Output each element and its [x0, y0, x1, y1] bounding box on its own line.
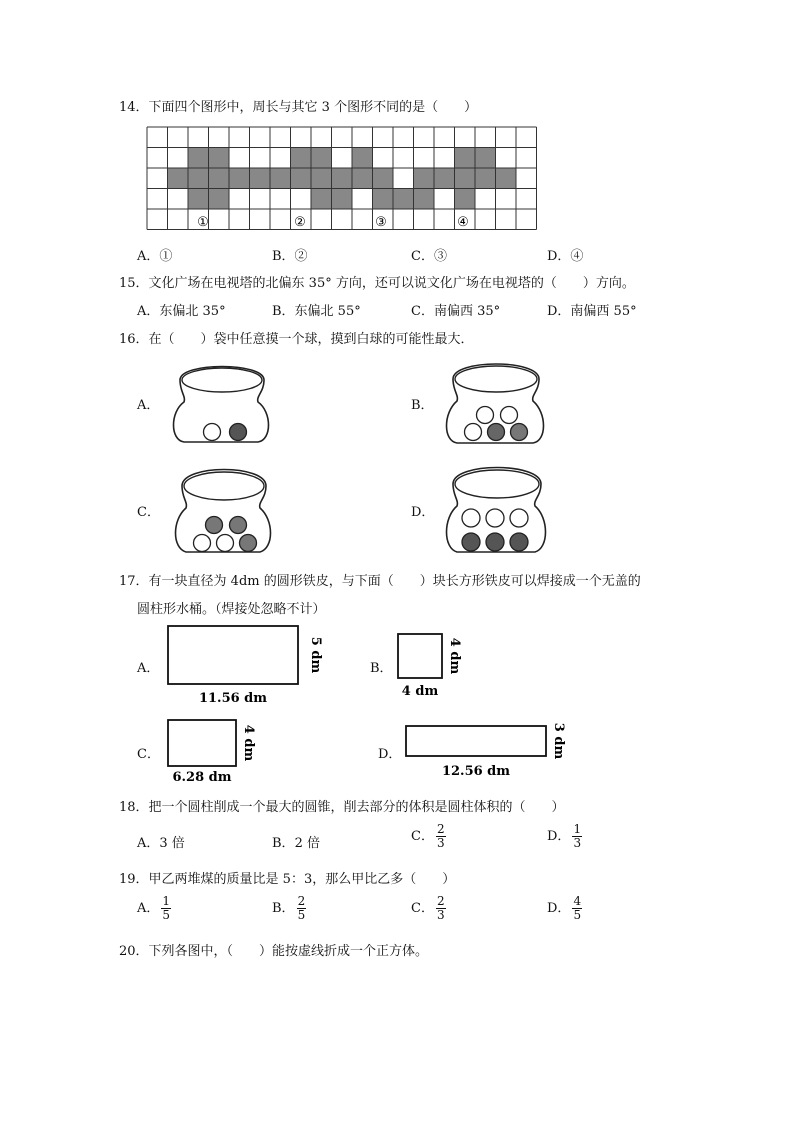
bag-b[interactable]: [437, 355, 553, 450]
numerator: 1: [162, 894, 171, 908]
shaded-cell: [496, 168, 517, 189]
shaded-cell: [250, 168, 271, 189]
shaded-cell: [373, 168, 394, 189]
shaded-cell: [414, 168, 435, 189]
bag-a[interactable]: [166, 358, 276, 448]
rect-c-height: 4 dm: [241, 724, 256, 762]
numerator: 1: [573, 822, 582, 836]
q15-option-d[interactable]: D．南偏西 55°: [547, 304, 637, 319]
q14-grid-figure: [145, 125, 537, 232]
rect-b-width: 4 dm: [401, 684, 439, 699]
dark-ball: [511, 424, 528, 441]
q19-option-b[interactable]: [272, 895, 306, 922]
q14-text: 14．下面四个图形中，周长与其它 3 个图形不同的是（ ）: [119, 100, 478, 115]
q18-option-d[interactable]: [547, 823, 582, 850]
numerator: 2: [297, 894, 306, 908]
dark-ball: [230, 517, 247, 534]
dark-ball: [510, 533, 528, 551]
q19-option-d-label: D．: [547, 901, 571, 916]
q18-option-c[interactable]: [411, 823, 446, 850]
shaded-cell: [393, 189, 414, 210]
q14-option-b[interactable]: B．②: [272, 249, 308, 264]
q17-line2: 圆柱形水桶。（焊接处忽略不计）: [137, 602, 326, 617]
q19-option-c[interactable]: [411, 895, 446, 922]
denominator: 3: [436, 908, 445, 922]
figure-label-4: ④: [457, 215, 469, 230]
q19-option-a[interactable]: [137, 895, 171, 922]
q14-option-a[interactable]: A．①: [137, 249, 173, 264]
q16-text: 16．在（ ）袋中任意摸一个球，摸到白球的可能性最大．: [119, 332, 474, 347]
fraction: [572, 895, 582, 922]
white-ball: [465, 424, 482, 441]
denominator: 5: [297, 908, 306, 922]
q17-line1: 17．有一块直径为 4dm 的圆形铁皮，与下面（ ）块长方形铁皮可以焊接成一个无盖的: [119, 574, 641, 589]
fraction: [161, 895, 171, 922]
fraction: [436, 823, 446, 850]
q15-option-b[interactable]: B．东偏北 55°: [272, 304, 361, 319]
shaded-cell: [352, 168, 373, 189]
denominator: 5: [573, 908, 582, 922]
fraction: [436, 895, 446, 922]
numerator: 4: [573, 894, 582, 908]
q19-text: 19．甲乙两堆煤的质量比是 5：3，那么甲比乙多（ ）: [119, 872, 456, 887]
q16-option-c-label[interactable]: C．: [137, 505, 160, 520]
figure-label-3: ③: [375, 215, 387, 230]
shaded-cell: [291, 148, 312, 169]
shaded-cell: [311, 168, 332, 189]
shaded-cell: [188, 148, 209, 169]
shaded-cell: [414, 189, 435, 210]
white-ball: [510, 509, 528, 527]
white-ball: [486, 509, 504, 527]
q18-option-b-text: 2 倍: [294, 836, 320, 851]
shaded-cell: [332, 189, 353, 210]
white-ball: [217, 535, 234, 552]
white-ball: [194, 535, 211, 552]
rect-b[interactable]: [390, 630, 470, 702]
white-ball: [462, 509, 480, 527]
shaded-cell: [209, 189, 230, 210]
shaded-cell: [188, 189, 209, 210]
rect-a[interactable]: [160, 622, 330, 710]
bag-c[interactable]: [166, 460, 278, 558]
rect-c[interactable]: [160, 716, 260, 788]
numerator: 2: [436, 894, 445, 908]
q15-option-c[interactable]: C．南偏西 35°: [411, 304, 501, 319]
figure-label-1: ①: [197, 215, 209, 230]
fraction: [572, 823, 582, 850]
q18-option-a[interactable]: [137, 832, 185, 851]
shaded-cell: [434, 168, 455, 189]
shaded-cell: [229, 168, 250, 189]
q14-option-d[interactable]: D．④: [547, 249, 584, 264]
q17-option-c-label[interactable]: C．: [137, 747, 160, 762]
denominator: 3: [573, 836, 582, 850]
q16-option-d-label[interactable]: D．: [411, 505, 435, 520]
denominator: 5: [162, 908, 171, 922]
shaded-cell: [455, 148, 476, 169]
rect-d-height: 3 dm: [551, 722, 566, 760]
q18-text: 18．把一个圆柱削成一个最大的圆锥，削去部分的体积是圆柱体积的（ ）: [119, 800, 565, 815]
figure-label-2: ②: [294, 215, 306, 230]
denominator: 3: [436, 836, 445, 850]
q18-option-a-text: 3 倍: [159, 836, 185, 851]
bag-d[interactable]: [437, 458, 555, 558]
q14-option-c[interactable]: C．③: [411, 249, 447, 264]
shaded-cell: [209, 168, 230, 189]
shaded-cell: [311, 148, 332, 169]
rect-d-width: 12.56 dm: [441, 764, 511, 779]
shaded-cell: [332, 168, 353, 189]
shaded-cell: [352, 148, 373, 169]
shaded-cell: [455, 189, 476, 210]
dark-ball: [462, 533, 480, 551]
dark-ball: [240, 535, 257, 552]
white-ball: [204, 424, 221, 441]
shaded-cell: [475, 168, 496, 189]
shaded-cell: [291, 168, 312, 189]
shaded-cell: [209, 148, 230, 169]
q18-option-d-label: D．: [547, 829, 571, 844]
shaded-cell: [455, 168, 476, 189]
q20-text: 20．下列各图中，（ ）能按虚线折成一个正方体。: [119, 944, 429, 959]
q19-option-c-label: C．: [411, 901, 434, 916]
shaded-cell: [373, 189, 394, 210]
shaded-cell: [188, 168, 209, 189]
fraction: [297, 895, 307, 922]
q19-option-b-label: B．: [272, 901, 295, 916]
q16-option-a-label[interactable]: A．: [137, 398, 160, 413]
q17-option-d-label[interactable]: D．: [378, 747, 402, 762]
dark-ball: [230, 424, 247, 441]
shaded-cell: [270, 168, 291, 189]
shaded-cell: [311, 189, 332, 210]
q15-option-a[interactable]: A．东偏北 35°: [137, 304, 226, 319]
shaded-cell: [475, 148, 496, 169]
q15-text: 15．文化广场在电视塔的北偏东 35° 方向，还可以说文化广场在电视塔的（ ）方向。: [119, 276, 635, 291]
dark-ball: [206, 517, 223, 534]
q18-option-c-label: C．: [411, 829, 434, 844]
white-ball: [501, 407, 518, 424]
q19-option-d[interactable]: [547, 895, 582, 922]
dark-ball: [486, 533, 504, 551]
rect-c-width: 6.28 dm: [172, 770, 232, 785]
white-ball: [477, 407, 494, 424]
shaded-cell: [168, 168, 189, 189]
rect-a-height: 5 dm: [308, 636, 323, 674]
numerator: 2: [436, 822, 445, 836]
q18-option-b-label: B．: [272, 836, 295, 851]
q16-option-b-label[interactable]: B．: [411, 398, 434, 413]
q17-option-a-label[interactable]: A．: [137, 661, 160, 676]
rect-d[interactable]: [398, 720, 570, 782]
q19-option-a-label: A．: [137, 901, 160, 916]
q18-option-a-label: A．: [137, 836, 160, 851]
q18-option-b[interactable]: [272, 832, 320, 851]
q17-option-b-label[interactable]: B．: [370, 661, 393, 676]
rect-a-width: 11.56 dm: [198, 691, 268, 706]
rect-b-height: 4 dm: [447, 637, 462, 675]
dark-ball: [488, 424, 505, 441]
